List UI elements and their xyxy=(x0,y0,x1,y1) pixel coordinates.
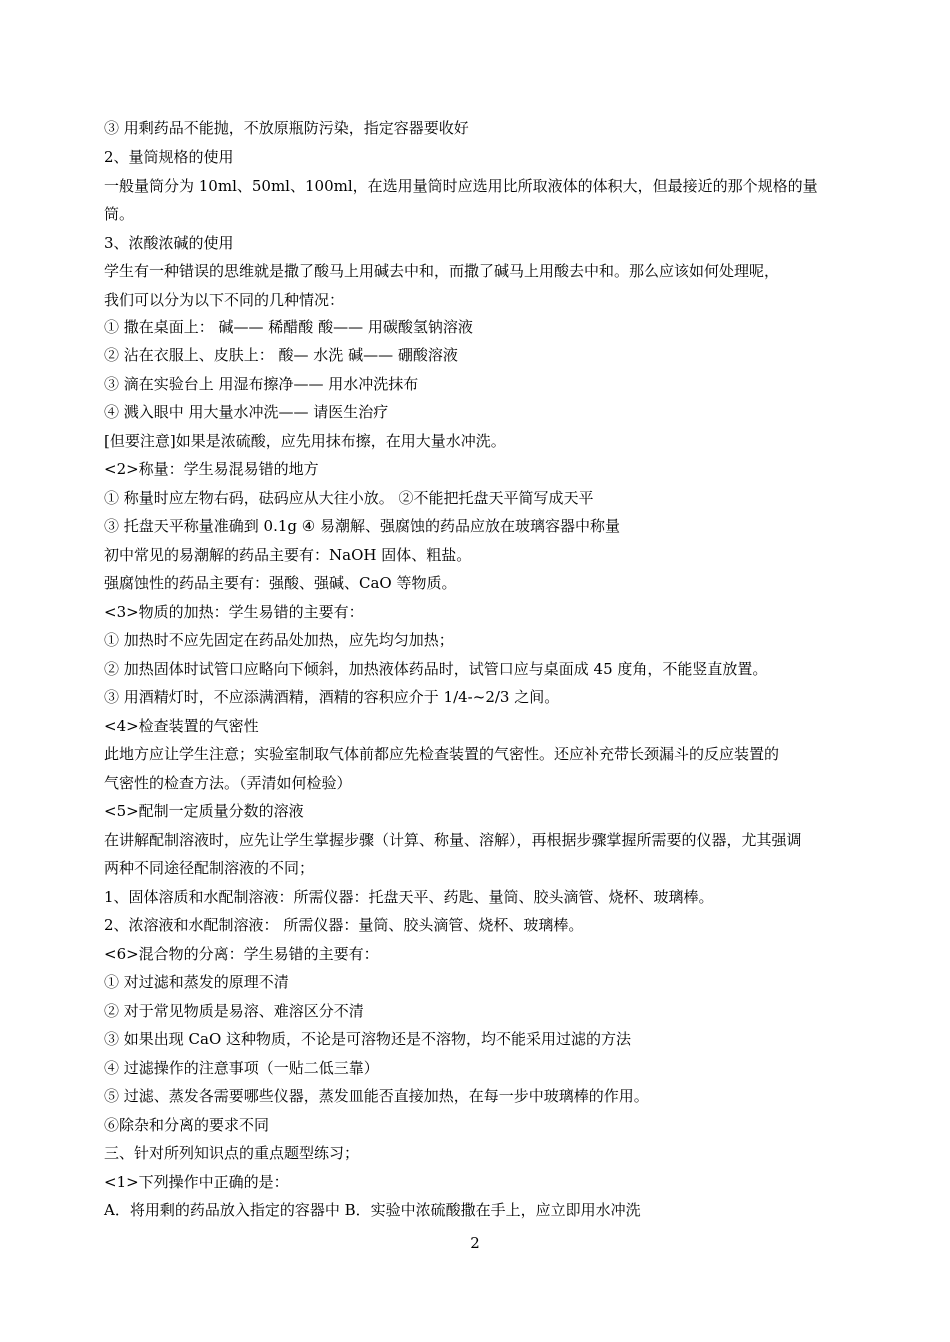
subsection-heading: <5>配制一定质量分数的溶液 xyxy=(104,802,304,820)
text-line: ③ 用剩药品不能抛，不放原瓶防污染，指定容器要收好 xyxy=(104,119,469,137)
list-item: ① 加热时不应先固定在药品处加热，应先均匀加热； xyxy=(104,631,454,649)
text-line: 一般量筒分为 10ml、50ml、100ml，在选用量筒时应选用比所取液体的体积大，但最接近的那个规格的量 xyxy=(104,177,818,195)
page-number: 2 xyxy=(470,1234,480,1252)
text-line: 学生有一种错误的思维就是撒了酸马上用碱去中和，而撒了碱马上用酸去中和。那么应该如何处理呢， xyxy=(104,262,780,280)
subsection-heading: <2>称量：学生易混易错的地方 xyxy=(104,460,319,478)
list-item: ① 撒在桌面上： 碱—— 稀醋酸 酸—— 用碳酸氢钠溶液 xyxy=(104,318,473,336)
text-line: 我们可以分为以下不同的几种情况： xyxy=(104,291,345,309)
subsection-heading: <4>检查装置的气密性 xyxy=(104,717,259,735)
list-item: ④ 过滤操作的注意事项（一贴二低三靠） xyxy=(104,1059,379,1077)
text-line: 此地方应让学生注意；实验室制取气体前都应先检查装置的气密性。还应补充带长颈漏斗的反应装置的 xyxy=(104,745,780,763)
list-item: ② 沾在衣服上、皮肤上： 酸— 水洗 碱—— 硼酸溶液 xyxy=(104,346,458,364)
list-item: ① 对过滤和蒸发的原理不清 xyxy=(104,973,289,991)
text-line: [但要注意]如果是浓硫酸，应先用抹布擦，在用大量水冲洗。 xyxy=(104,432,506,450)
list-item: ⑥除杂和分离的要求不同 xyxy=(104,1116,270,1134)
text-line: 在讲解配制溶液时，应先让学生掌握步骤（计算、称量、溶解），再根据步骤掌握所需要的仪器，尤其强调 xyxy=(104,831,802,849)
text-line: 强腐蚀性的药品主要有：强酸、强碱、CaO 等物质。 xyxy=(104,574,457,592)
list-item: ③ 用酒精灯时，不应添满酒精，酒精的容积应介于 1/4-~2/3 之间。 xyxy=(104,688,560,706)
list-item: ③ 滴在实验台上 用湿布擦净—— 用水冲洗抹布 xyxy=(104,375,419,393)
section-heading: 三、针对所列知识点的重点题型练习； xyxy=(104,1144,360,1162)
list-item: ③ 如果出现 CaO 这种物质，不论是可溶物还是不溶物，均不能采用过滤的方法 xyxy=(104,1030,632,1048)
list-item: ① 称量时应左物右码，砝码应从大往小放。 ②不能把托盘天平简写成天平 xyxy=(104,489,594,507)
list-item: ② 对于常见物质是易溶、难溶区分不清 xyxy=(104,1002,364,1020)
subsection-heading: <3>物质的加热：学生易错的主要有： xyxy=(104,603,364,621)
question-options: A．将用剩的药品放入指定的容器中 B．实验中浓硫酸撒在手上，应立即用水冲洗 xyxy=(104,1201,641,1219)
list-item: 1、固体溶质和水配制溶液：所需仪器：托盘天平、药匙、量筒、胶头滴管、烧杯、玻璃棒。 xyxy=(104,888,714,906)
section-heading: 3、浓酸浓碱的使用 xyxy=(104,234,234,252)
list-item: ④ 溅入眼中 用大量水冲洗—— 请医生治疗 xyxy=(104,403,389,421)
list-item: ⑤ 过滤、蒸发各需要哪些仪器，蒸发皿能否直接加热，在每一步中玻璃棒的作用。 xyxy=(104,1087,649,1105)
text-line: 两种不同途径配制溶液的不同； xyxy=(104,859,315,877)
text-line: 初中常见的易潮解的药品主要有：NaOH 固体、粗盐。 xyxy=(104,546,472,564)
list-item: ③ 托盘天平称量准确到 0.1g ④ 易潮解、强腐蚀的药品应放在玻璃容器中称量 xyxy=(104,517,620,535)
text-line: 筒。 xyxy=(104,205,135,223)
subsection-heading: <6>混合物的分离：学生易错的主要有： xyxy=(104,945,379,963)
list-item: 2、浓溶液和水配制溶液： 所需仪器：量筒、胶头滴管、烧杯、玻璃棒。 xyxy=(104,916,584,934)
section-heading: 2、量筒规格的使用 xyxy=(104,148,234,166)
question-stem: <1>下列操作中正确的是： xyxy=(104,1173,289,1191)
text-line: 气密性的检查方法。（弄清如何检验） xyxy=(104,774,352,792)
list-item: ② 加热固体时试管口应略向下倾斜，加热液体药品时，试管口应与桌面成 45 度角，不能竖直放置。 xyxy=(104,660,768,678)
